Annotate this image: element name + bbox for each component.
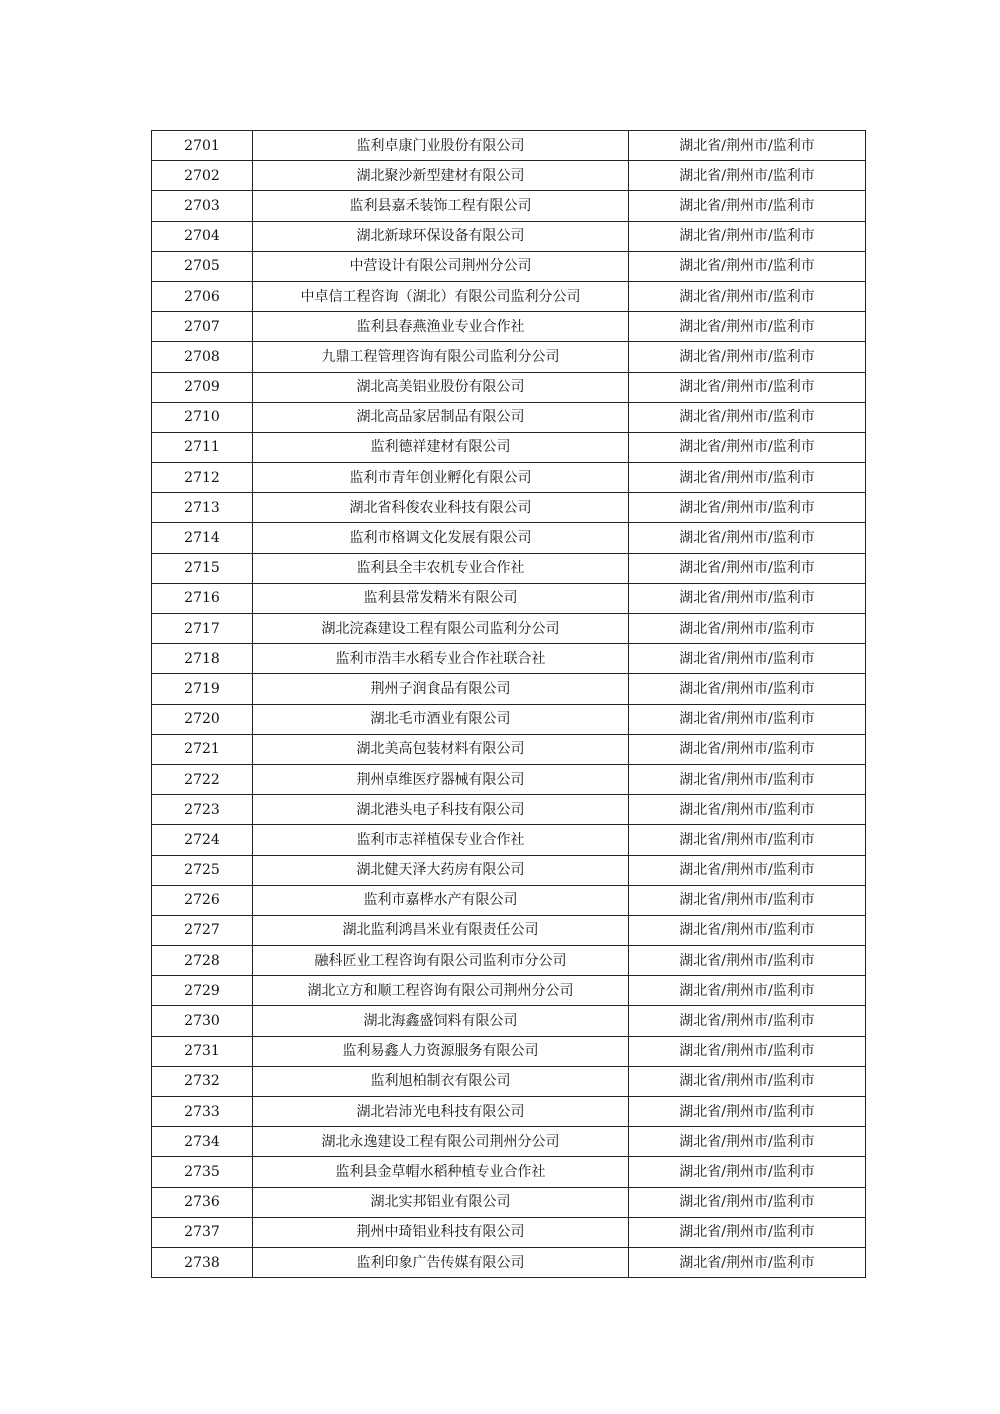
table-row: [152, 161, 866, 191]
company-name-cell: 湖北高美铝业股份有限公司: [253, 372, 629, 402]
company-name-cell: 湖北监利鸿昌米业有限责任公司: [253, 915, 629, 945]
row-number-cell: 2716: [152, 583, 253, 613]
table-row: [152, 915, 866, 945]
region-cell: 湖北省/荆州市/监利市: [629, 131, 866, 161]
region-cell: 湖北省/荆州市/监利市: [629, 915, 866, 945]
company-name-cell: 湖北省科俊农业科技有限公司: [253, 493, 629, 523]
row-number-cell: 2701: [152, 131, 253, 161]
table-row: [152, 734, 866, 764]
row-number-cell: 2732: [152, 1066, 253, 1096]
row-number-cell: 2723: [152, 795, 253, 825]
region-cell: 湖北省/荆州市/监利市: [629, 825, 866, 855]
region-cell: 湖北省/荆州市/监利市: [629, 402, 866, 432]
region-cell: 湖北省/荆州市/监利市: [629, 1066, 866, 1096]
region-cell: 湖北省/荆州市/监利市: [629, 342, 866, 372]
table-row: [152, 312, 866, 342]
row-number-cell: 2709: [152, 372, 253, 402]
row-number-cell: 2703: [152, 191, 253, 221]
region-cell: 湖北省/荆州市/监利市: [629, 191, 866, 221]
row-number-cell: 2720: [152, 704, 253, 734]
region-cell: 湖北省/荆州市/监利市: [629, 372, 866, 402]
region-cell: 湖北省/荆州市/监利市: [629, 493, 866, 523]
region-cell: 湖北省/荆州市/监利市: [629, 674, 866, 704]
row-number-cell: 2706: [152, 281, 253, 311]
table-row: [152, 281, 866, 311]
row-number-cell: 2705: [152, 251, 253, 281]
company-table-body: [152, 131, 866, 1278]
region-cell: 湖北省/荆州市/监利市: [629, 704, 866, 734]
company-name-cell: 监利县嘉禾装饰工程有限公司: [253, 191, 629, 221]
row-number-cell: 2726: [152, 885, 253, 915]
table-row: [152, 1036, 866, 1066]
table-row: [152, 372, 866, 402]
table-row: [152, 493, 866, 523]
region-cell: 湖北省/荆州市/监利市: [629, 764, 866, 794]
region-cell: 湖北省/荆州市/监利市: [629, 795, 866, 825]
table-row: [152, 1006, 866, 1036]
company-name-cell: 湖北健天泽大药房有限公司: [253, 855, 629, 885]
region-cell: 湖北省/荆州市/监利市: [629, 1247, 866, 1277]
company-name-cell: 湖北立方和顺工程咨询有限公司荆州分公司: [253, 976, 629, 1006]
region-cell: 湖北省/荆州市/监利市: [629, 281, 866, 311]
region-cell: 湖北省/荆州市/监利市: [629, 855, 866, 885]
table-row: [152, 221, 866, 251]
row-number-cell: 2718: [152, 644, 253, 674]
company-name-cell: 监利卓康门业股份有限公司: [253, 131, 629, 161]
table-row: [152, 1097, 866, 1127]
company-name-cell: 监利县常发精米有限公司: [253, 583, 629, 613]
row-number-cell: 2735: [152, 1157, 253, 1187]
region-cell: 湖北省/荆州市/监利市: [629, 1036, 866, 1066]
company-name-cell: 监利市浩丰水稻专业合作社联合社: [253, 644, 629, 674]
company-name-cell: 湖北实邦铝业有限公司: [253, 1187, 629, 1217]
company-name-cell: 湖北永逸建设工程有限公司荆州分公司: [253, 1127, 629, 1157]
region-cell: 湖北省/荆州市/监利市: [629, 1217, 866, 1247]
table-row: [152, 1127, 866, 1157]
region-cell: 湖北省/荆州市/监利市: [629, 976, 866, 1006]
company-name-cell: 荆州卓维医疗器械有限公司: [253, 764, 629, 794]
region-cell: 湖北省/荆州市/监利市: [629, 614, 866, 644]
company-name-cell: 监利县全丰农机专业合作社: [253, 553, 629, 583]
row-number-cell: 2717: [152, 614, 253, 644]
table-row: [152, 674, 866, 704]
region-cell: 湖北省/荆州市/监利市: [629, 1187, 866, 1217]
company-name-cell: 监利旭柏制衣有限公司: [253, 1066, 629, 1096]
table-row: [152, 432, 866, 462]
row-number-cell: 2715: [152, 553, 253, 583]
table-row: [152, 1247, 866, 1277]
company-name-cell: 中营设计有限公司荆州分公司: [253, 251, 629, 281]
table-row: [152, 131, 866, 161]
row-number-cell: 2708: [152, 342, 253, 372]
row-number-cell: 2730: [152, 1006, 253, 1036]
company-name-cell: 监利德祥建材有限公司: [253, 432, 629, 462]
region-cell: 湖北省/荆州市/监利市: [629, 553, 866, 583]
table-row: [152, 795, 866, 825]
company-name-cell: 湖北海鑫盛饲料有限公司: [253, 1006, 629, 1036]
region-cell: 湖北省/荆州市/监利市: [629, 583, 866, 613]
table-row: [152, 342, 866, 372]
company-name-cell: 监利县春燕渔业专业合作社: [253, 312, 629, 342]
region-cell: 湖北省/荆州市/监利市: [629, 1006, 866, 1036]
region-cell: 湖北省/荆州市/监利市: [629, 1097, 866, 1127]
row-number-cell: 2724: [152, 825, 253, 855]
company-name-cell: 监利市志祥植保专业合作社: [253, 825, 629, 855]
company-name-cell: 监利印象广告传媒有限公司: [253, 1247, 629, 1277]
table-row: [152, 191, 866, 221]
company-name-cell: 中卓信工程咨询（湖北）有限公司监利分公司: [253, 281, 629, 311]
row-number-cell: 2736: [152, 1187, 253, 1217]
row-number-cell: 2711: [152, 432, 253, 462]
row-number-cell: 2725: [152, 855, 253, 885]
region-cell: 湖北省/荆州市/监利市: [629, 946, 866, 976]
company-name-cell: 融科匠业工程咨询有限公司监利市分公司: [253, 946, 629, 976]
row-number-cell: 2704: [152, 221, 253, 251]
row-number-cell: 2738: [152, 1247, 253, 1277]
table-row: [152, 614, 866, 644]
company-name-cell: 湖北浣森建设工程有限公司监利分公司: [253, 614, 629, 644]
row-number-cell: 2713: [152, 493, 253, 523]
region-cell: 湖北省/荆州市/监利市: [629, 644, 866, 674]
table-row: [152, 825, 866, 855]
table-row: [152, 523, 866, 553]
company-name-cell: 监利市格调文化发展有限公司: [253, 523, 629, 553]
company-name-cell: 湖北聚沙新型建材有限公司: [253, 161, 629, 191]
row-number-cell: 2710: [152, 402, 253, 432]
region-cell: 湖北省/荆州市/监利市: [629, 161, 866, 191]
table-row: [152, 583, 866, 613]
company-name-cell: 监利县金草帽水稻种植专业合作社: [253, 1157, 629, 1187]
company-name-cell: 湖北美高包装材料有限公司: [253, 734, 629, 764]
company-name-cell: 九鼎工程管理咨询有限公司监利分公司: [253, 342, 629, 372]
table-row: [152, 463, 866, 493]
company-name-cell: 湖北港头电子科技有限公司: [253, 795, 629, 825]
company-name-cell: 湖北高品家居制品有限公司: [253, 402, 629, 432]
row-number-cell: 2712: [152, 463, 253, 493]
row-number-cell: 2707: [152, 312, 253, 342]
table-row: [152, 764, 866, 794]
row-number-cell: 2734: [152, 1127, 253, 1157]
region-cell: 湖北省/荆州市/监利市: [629, 885, 866, 915]
company-name-cell: 荆州子润食品有限公司: [253, 674, 629, 704]
company-name-cell: 监利易鑫人力资源服务有限公司: [253, 1036, 629, 1066]
row-number-cell: 2714: [152, 523, 253, 553]
row-number-cell: 2731: [152, 1036, 253, 1066]
company-table: [151, 130, 866, 1278]
table-row: [152, 976, 866, 1006]
table-row: [152, 1217, 866, 1247]
table-row: [152, 251, 866, 281]
region-cell: 湖北省/荆州市/监利市: [629, 312, 866, 342]
row-number-cell: 2702: [152, 161, 253, 191]
company-name-cell: 湖北毛市酒业有限公司: [253, 704, 629, 734]
region-cell: 湖北省/荆州市/监利市: [629, 1127, 866, 1157]
region-cell: 湖北省/荆州市/监利市: [629, 432, 866, 462]
table-row: [152, 1157, 866, 1187]
table-row: [152, 885, 866, 915]
row-number-cell: 2727: [152, 915, 253, 945]
row-number-cell: 2733: [152, 1097, 253, 1127]
table-row: [152, 553, 866, 583]
table-row: [152, 704, 866, 734]
row-number-cell: 2728: [152, 946, 253, 976]
row-number-cell: 2722: [152, 764, 253, 794]
row-number-cell: 2721: [152, 734, 253, 764]
row-number-cell: 2737: [152, 1217, 253, 1247]
row-number-cell: 2729: [152, 976, 253, 1006]
region-cell: 湖北省/荆州市/监利市: [629, 221, 866, 251]
company-name-cell: 监利市嘉桦水产有限公司: [253, 885, 629, 915]
table-row: [152, 644, 866, 674]
table-row: [152, 1066, 866, 1096]
row-number-cell: 2719: [152, 674, 253, 704]
company-name-cell: 湖北岩沛光电科技有限公司: [253, 1097, 629, 1127]
company-name-cell: 荆州中琦铝业科技有限公司: [253, 1217, 629, 1247]
table-row: [152, 402, 866, 432]
region-cell: 湖北省/荆州市/监利市: [629, 463, 866, 493]
table-row: [152, 855, 866, 885]
company-name-cell: 湖北新球环保设备有限公司: [253, 221, 629, 251]
region-cell: 湖北省/荆州市/监利市: [629, 734, 866, 764]
table-row: [152, 1187, 866, 1217]
table-row: [152, 946, 866, 976]
region-cell: 湖北省/荆州市/监利市: [629, 1157, 866, 1187]
company-name-cell: 监利市青年创业孵化有限公司: [253, 463, 629, 493]
region-cell: 湖北省/荆州市/监利市: [629, 251, 866, 281]
region-cell: 湖北省/荆州市/监利市: [629, 523, 866, 553]
